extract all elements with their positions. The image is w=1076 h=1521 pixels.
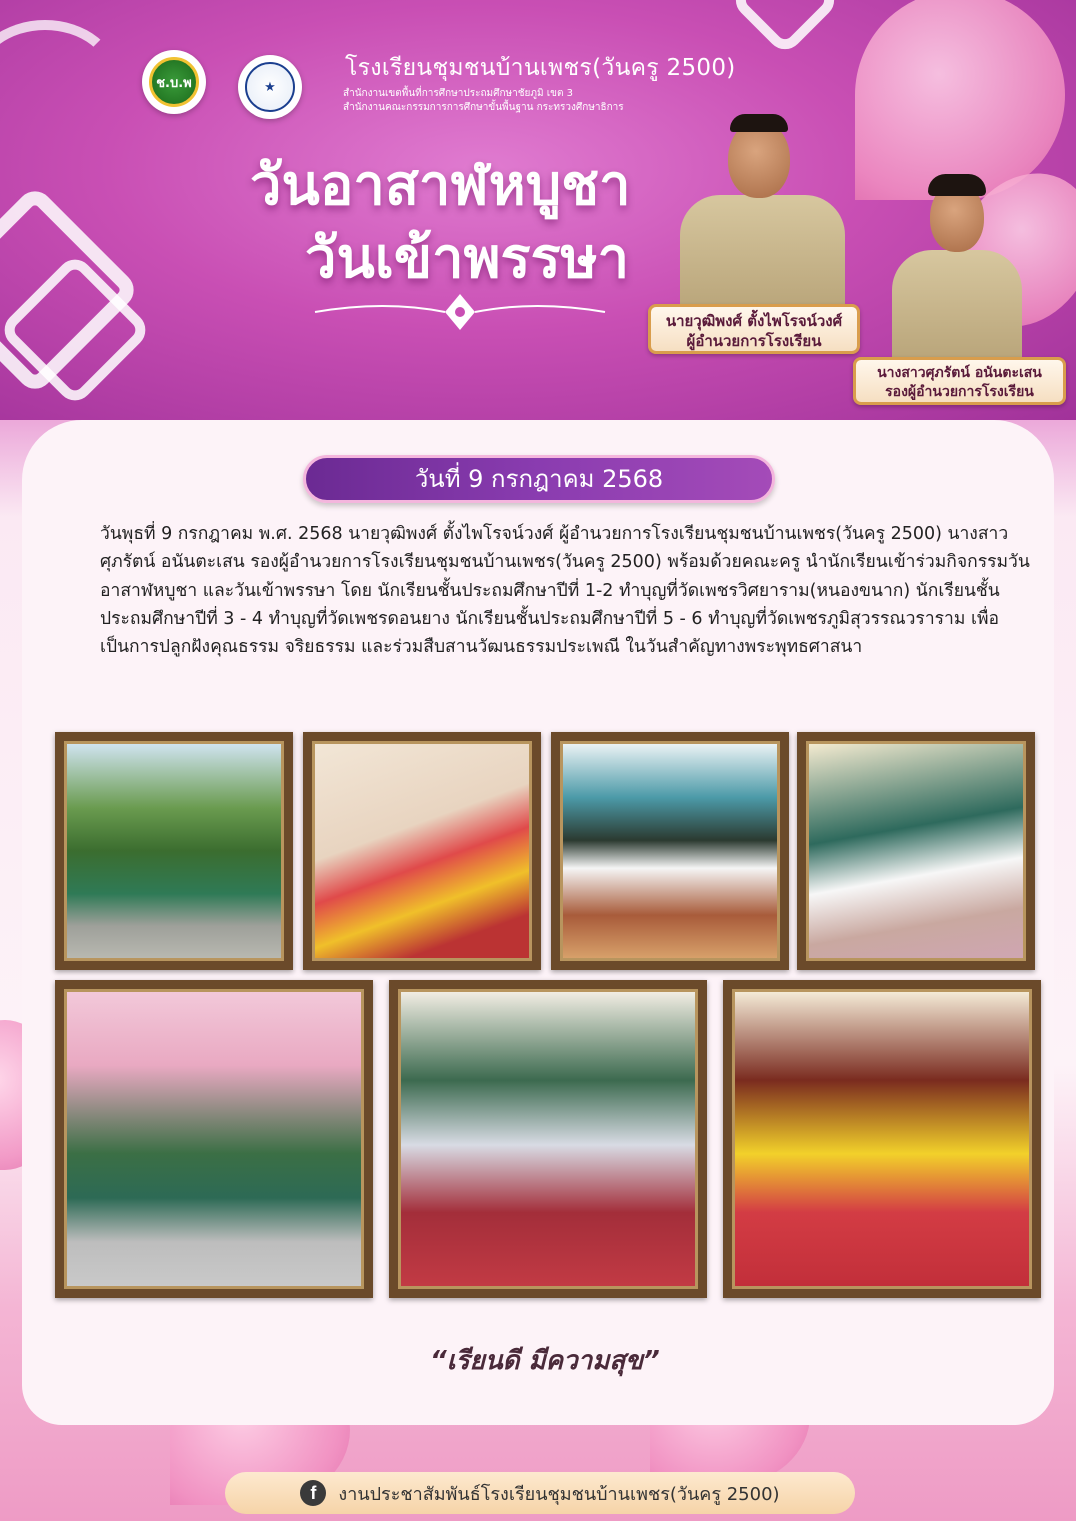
director-position: ผู้อำนวยการโรงเรียน [686, 332, 822, 350]
date-banner: วันที่ 9 กรกฎาคม 2568 [303, 455, 775, 503]
director-name: นายวุฒิพงศ์ ตั้งไพโรจน์วงศ์ [665, 312, 843, 330]
office-line-1: สำนักงานเขตพื้นที่การศึกษาประถมศึกษาชัยภูมิ เขต 3 [343, 88, 574, 99]
director-nameplate [648, 304, 860, 354]
school-emblem-icon: ช.บ.พ [149, 57, 199, 107]
deputy-position: รองผู้อำนวยการโรงเรียน [885, 384, 1034, 400]
title-asalha-bucha: วันอาสาฬหบูชา [250, 153, 631, 218]
facebook-icon[interactable]: f [300, 1480, 326, 1506]
photo-deputy-praying [797, 732, 1035, 970]
photo-teachers-seated [551, 732, 789, 970]
deputy-nameplate [853, 357, 1066, 405]
office-line-2: สำนักงานคณะกรรมการการศึกษาขั้นพื้นฐาน กระทรวงศึกษาธิการ [343, 102, 624, 113]
obec-emblem-icon: ★ [245, 62, 295, 112]
photo-group-school-office [55, 980, 373, 1298]
deputy-name: นางสาวศุภรัตน์ อนันตะเสน [877, 365, 1042, 381]
footer-bar [225, 1472, 855, 1514]
activity-description: วันพุธที่ 9 กรกฎาคม พ.ศ. 2568 นายวุฒิพงศ์ ตั้งไพโรจน์วงศ์ ผู้อำนวยการโรงเรียนชุมชนบ้านเพชร(วันครู 2500) นางสาวศุภรัตน์ อนันตะเสน รองผู้อำนวยการโรงเรียนชุมชนบ้านเพชร(วันครู 2500) พร้อมด้วยคณะครู นำนักเรียนเข้าร่วมกิจกรรมวันอาสาฬหบูชา และวันเข้าพรรษา โดย นักเรียนชั้นประถมศึกษาปีที่ 1-2 ทำบุญที่วัดเพชรวิศยาราม(หนองขนาก) นักเรียนชั้นประถมศึกษาปีที่ 3 - 4 ทำบุญที่วัดเพชรดอนยาง นักเรียนชั้นประถมศึกษาปีที่ 5 - 6 ทำบุญที่วัดเพชรภูมิสุวรรณวราราม เพื่อเป็นการปลูกฝังคุณธรรม จริยธรรม และร่วมสืบสานวัฒนธรรมประเพณี ในวันสำคัญทางพระพุทธศาสนา [100, 524, 1030, 658]
school-name: โรงเรียนชุมชนบ้านเพชร(วันครู 2500) [345, 55, 736, 81]
footer-page-name[interactable]: งานประชาสัมพันธ์โรงเรียนชุมชนบ้านเพชร(วันครู 2500) [338, 1483, 780, 1505]
director-photo [680, 110, 845, 310]
photo-temple-hall [723, 980, 1041, 1298]
school-logo [142, 50, 206, 114]
photo-students-outdoor [55, 732, 293, 970]
photo-monk-offering [303, 732, 541, 970]
school-slogan: “เรียนดี มีความสุข” [430, 1346, 660, 1376]
ornamental-divider [305, 292, 615, 332]
title-khao-phansa: วันเข้าพรรษา [305, 226, 630, 291]
obec-logo [238, 55, 302, 119]
deputy-photo [892, 170, 1022, 360]
photo-director-ceremony [389, 980, 707, 1298]
